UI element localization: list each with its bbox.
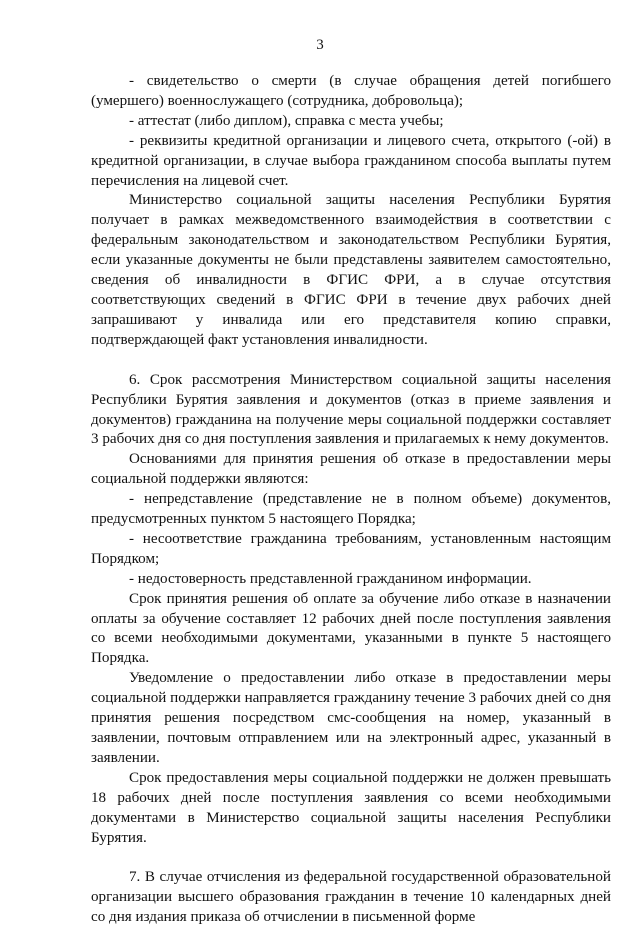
paragraph-notification: Уведомление о предоставлении либо отказе в предоставлении меры социальной поддержки направляется гражданину течение 3 рабочих дней со дня принятия решения посредством смс-сообщения на номер, указанный в заявлении, почтовым отправлением или на электронный адрес, указанный в заявлении. <box>91 670 611 766</box>
list-item-diploma: - аттестат (либо диплом), справка с места учебы; <box>129 112 444 129</box>
list-item-false-information: - недостоверность представленной гражданином информации. <box>129 570 532 587</box>
list-item-bank-details: - реквизиты кредитной организации и лицевого счета, открытого (-ой) в кредитной организации, в случае выбора гражданином способа выплаты путем перечисления на лицевой счет. <box>91 132 611 189</box>
paragraph-ministry-request: Министерство социальной защиты населения Республики Бурятия получает в рамках межведомственного взаимодействия в соответствии с федеральным законодательством и законодательством Республики Бурятия, если указанные документы не были представлены заявителем самостоятельно, сведения об инвалидности в ФГИС ФРИ, а в случае отсутствия соответствующих сведений в ФГИС ФРИ в течение двух рабочих дней запрашивают у инвалида или его представителя копию справки, подтверждающей факт установления инвалидности. <box>91 192 611 348</box>
paragraph-provision-term: Срок предоставления меры социальной поддержки не должен превышать 18 рабочих дней после поступления заявления со всеми необходимыми документами в Министерство социальной защиты населения Республики Бурятия. <box>91 769 611 846</box>
list-item-death-certificate: - свидетельство о смерти (в случае обращения детей погибшего (умершего) военнослужащего (сотрудника, добровольца); <box>91 73 611 109</box>
page-number: 3 <box>316 37 324 53</box>
list-item-missing-documents: - непредставление (представление не в полном объеме) документов, предусмотренных пунктом 5 настоящего Порядка; <box>91 491 611 528</box>
paragraph-section-6: 6. Срок рассмотрения Министерством социальной защиты населения Республики Бурятия заявления и документов (отказ в приеме заявления и документов) гражданина на получение меры социальной поддержки составляет 3 рабочих дня со дня поступления заявления и прилагаемых к нему документов. <box>91 371 611 448</box>
paragraph-section-7: 7. В случае отчисления из федеральной государственной образовательной организации высшего образования гражданин в течение 10 календарных дней со дня издания приказа об отчислении в письменной форме <box>91 869 611 926</box>
paragraph-refusal-grounds: Основаниями для принятия решения об отказе в предоставлении меры социальной поддержки являются: <box>91 451 611 488</box>
document-body <box>91 72 611 928</box>
paragraph-decision-term: Срок принятия решения об оплате за обучение либо отказе в назначении оплаты за обучение составляет 12 рабочих дней после поступления заявления со всеми необходимыми документами, указанными в пункте 5 настоящего Порядка. <box>91 590 611 667</box>
list-item-nonconformity: - несоответствие гражданина требованиям, установленным настоящим Порядком; <box>91 530 611 567</box>
